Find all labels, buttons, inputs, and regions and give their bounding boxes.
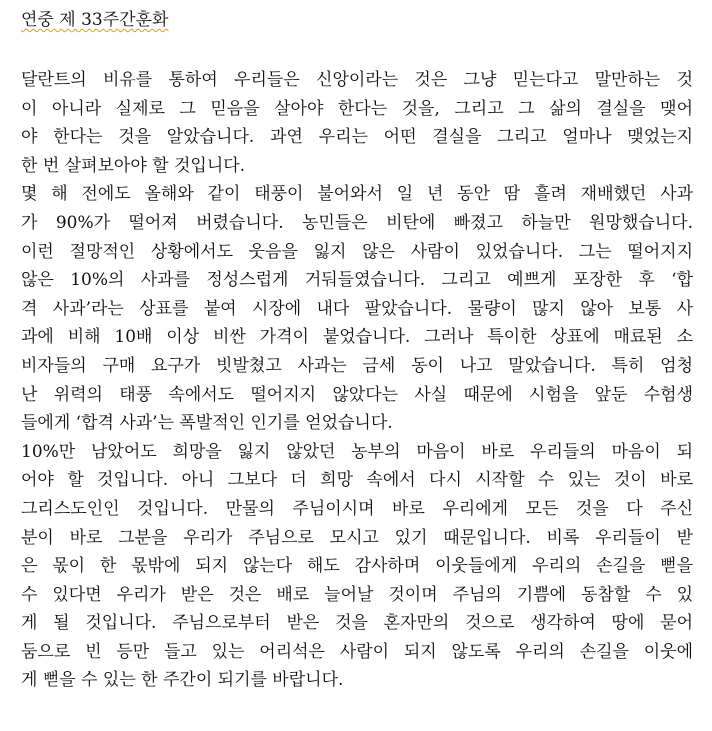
paragraph-3	[21, 438, 693, 695]
text-line: 들에게 ‘합격 사과’는 폭발적인 인기를 얻었습니다.	[21, 413, 393, 434]
text-line: 게 뻗을 수 있는 한 주간이 되기를 바랍니다.	[21, 670, 344, 691]
document	[21, 8, 693, 695]
text-line: 격 사과’라는 상표를 붙여 시장에 내다 팔았습니다. 물량이 많지 않아 보통 사	[21, 298, 693, 319]
text-line: 과에 비해 10배 이상 비싼 가격이 붙었습니다. 그러나 특이한 상표에 매료된 소	[21, 327, 693, 348]
title-text: 연중 제 33주간훈화	[21, 10, 169, 30]
paragraph-1	[21, 66, 693, 180]
text-line: 달란트의 비유를 통하여 우리들은 신앙이라는 것은 그냥 믿는다고 말만하는 것	[21, 70, 693, 90]
text-line: 게 될 것입니다. 주님으로부터 받은 것을 혼자만의 것으로 생각하여 땅에 묻어	[21, 613, 693, 634]
paragraph-2	[21, 180, 693, 437]
text-line: 10%만 남았어도 희망을 잃지 않았던 농부의 마음이 바로 우리들의 마음이 되	[21, 441, 693, 462]
document-title	[21, 8, 693, 32]
text-line: 이 아니라 실제로 그 믿음을 살아야 한다는 것을, 그리고 그 삶의 결실을 맺어	[21, 98, 693, 119]
text-line: 몇 해 전에도 올해와 같이 태풍이 불어와서 일 년 동안 땀 흘려 재배했던 사과	[21, 184, 693, 205]
title-spacer	[21, 32, 693, 66]
text-line: 않은 10%의 사과를 정성스럽게 거둬들였습니다. 그리고 예쁘게 포장한 후 ‘합	[21, 270, 693, 291]
text-line: 수 있다면 우리가 받은 것은 배로 늘어날 것이며 주님의 기쁨에 동참할 수 있	[21, 584, 693, 605]
text-line: 야 한다는 것을 알았습니다. 과연 우리는 어떤 결실을 그리고 얼마나 맺었는지	[21, 127, 693, 148]
text-line: 그리스도인인 것입니다. 만물의 주님이시며 바로 우리에게 모든 것을 다 주신	[21, 498, 693, 519]
text-line: 난 위력의 태풍 속에서도 떨어지지 않았다는 사실 때문에 시험을 앞둔 수험생	[21, 384, 693, 405]
text-line: 가 90%가 떨어져 버렸습니다. 농민들은 비탄에 빠졌고 하늘만 원망했습니다.	[21, 212, 693, 233]
text-line: 은 몫이 한 몫밖에 되지 않는다 해도 감사하며 이웃들에게 우리의 손길을 뻗을	[21, 556, 693, 577]
text-line: 한 번 살펴보아야 할 것입니다.	[21, 155, 246, 176]
text-line: 비자들의 구매 요구가 빗발쳤고 사과는 금세 동이 나고 말았습니다. 특히 엄청	[21, 355, 693, 376]
text-line: 분이 바로 그분을 우리가 주님으로 모시고 있기 때문입니다. 비록 우리들이 받	[21, 527, 693, 548]
text-line: 둠으로 빈 등만 들고 있는 어리석은 사람이 되지 않도록 우리의 손길을 이웃에	[21, 641, 693, 662]
text-line: 어야 할 것입니다. 아니 그보다 더 희망 속에서 다시 시작할 수 있는 것이 바로	[21, 470, 693, 491]
text-line: 이런 절망적인 상황에서도 웃음을 잃지 않은 사람이 있었습니다. 그는 떨어지지	[21, 241, 693, 262]
